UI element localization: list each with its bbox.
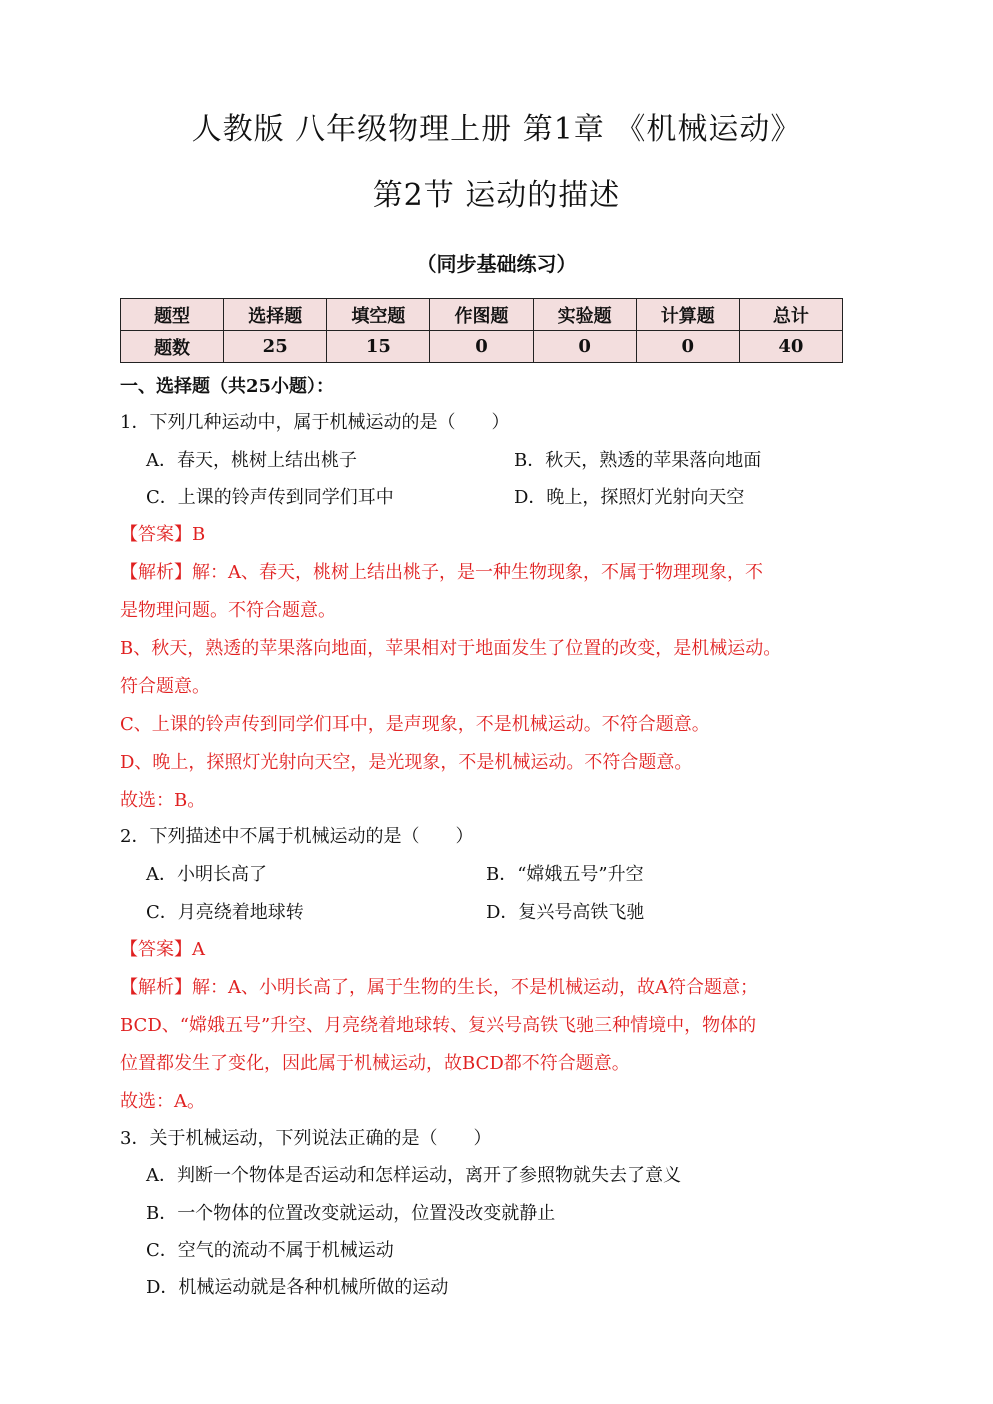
table-cell: 填空题 <box>327 299 430 331</box>
table-cell: 0 <box>636 331 739 363</box>
table-cell: 40 <box>739 331 842 363</box>
question-3-option-b: B．一个物体的位置改变就运动，位置没改变就静止 <box>146 1203 556 1224</box>
table-cell: 作图题 <box>430 299 533 331</box>
question-2-analysis-line: 位置都发生了变化，因此属于机械运动，故BCD都不符合题意。 <box>120 1053 630 1074</box>
question-1-option-a: A．春天，桃树上结出桃子 <box>146 450 357 471</box>
table-cell: 实验题 <box>533 299 636 331</box>
table-cell: 题型 <box>121 299 224 331</box>
table-cell: 0 <box>533 331 636 363</box>
question-2-conclusion: 故选：A。 <box>120 1091 205 1112</box>
subtitle: （同步基础练习） <box>416 252 577 276</box>
question-3-option-d: D．机械运动就是各种机械所做的运动 <box>146 1277 449 1298</box>
question-1-analysis-line: 【解析】解：A、春天，桃树上结出桃子，是一种生物现象，不属于物理现象，不 <box>120 562 763 583</box>
question-2-stem: 2．下列描述中不属于机械运动的是（ ） <box>120 826 474 847</box>
section-title: 第2节 运动的描述 <box>372 178 621 213</box>
question-count-table <box>120 298 843 363</box>
document-title: 人教版 八年级物理上册 第1章 《机械运动》 <box>191 112 802 147</box>
question-2-option-d: D．复兴号高铁飞驰 <box>486 902 645 923</box>
table-cell: 0 <box>430 331 533 363</box>
question-1-option-c: C．上课的铃声传到同学们耳中 <box>146 487 394 508</box>
question-1-analysis-line: 符合题意。 <box>120 676 210 697</box>
question-1-analysis-line: D、晚上，探照灯光射向天空，是光现象，不是机械运动。不符合题意。 <box>120 752 693 773</box>
table-cell: 题数 <box>121 331 224 363</box>
question-1-stem: 1．下列几种运动中，属于机械运动的是（ ） <box>120 412 510 433</box>
question-3-stem: 3．关于机械运动，下列说法正确的是（ ） <box>120 1128 492 1149</box>
question-1-analysis-line: 是物理问题。不符合题意。 <box>120 600 336 621</box>
table-header-row <box>121 299 843 331</box>
question-2-analysis-line: 【解析】解：A、小明长高了，属于生物的生长，不是机械运动，故A符合题意； <box>120 977 758 998</box>
table-cell: 总计 <box>739 299 842 331</box>
section-heading: 一、选择题（共25小题）： <box>120 376 335 397</box>
question-3-option-a: A．判断一个物体是否运动和怎样运动，离开了参照物就失去了意义 <box>146 1165 681 1186</box>
question-1-analysis-line: C、上课的铃声传到同学们耳中，是声现象，不是机械运动。不符合题意。 <box>120 714 710 735</box>
table-cell: 15 <box>327 331 430 363</box>
question-2-option-a: A．小明长高了 <box>146 864 267 885</box>
question-2-option-b: B．“嫦娥五号”升空 <box>486 864 644 885</box>
table-cell: 计算题 <box>636 299 739 331</box>
question-1-option-b: B．秋天，熟透的苹果落向地面 <box>514 450 762 471</box>
question-3-option-c: C．空气的流动不属于机械运动 <box>146 1240 394 1261</box>
question-2-answer: 【答案】A <box>120 939 205 960</box>
table-cell: 选择题 <box>224 299 327 331</box>
question-2-option-c: C．月亮绕着地球转 <box>146 902 304 923</box>
table-cell: 25 <box>224 331 327 363</box>
question-1-option-d: D．晚上，探照灯光射向天空 <box>514 487 745 508</box>
question-1-analysis-line: B、秋天，熟透的苹果落向地面，苹果相对于地面发生了位置的改变，是机械运动。 <box>120 638 782 659</box>
question-1-conclusion: 故选：B。 <box>120 790 206 811</box>
table-row <box>121 331 843 363</box>
question-1-answer: 【答案】B <box>120 524 206 545</box>
question-2-analysis-line: BCD、“嫦娥五号”升空、月亮绕着地球转、复兴号高铁飞驰三种情境中，物体的 <box>120 1015 757 1036</box>
